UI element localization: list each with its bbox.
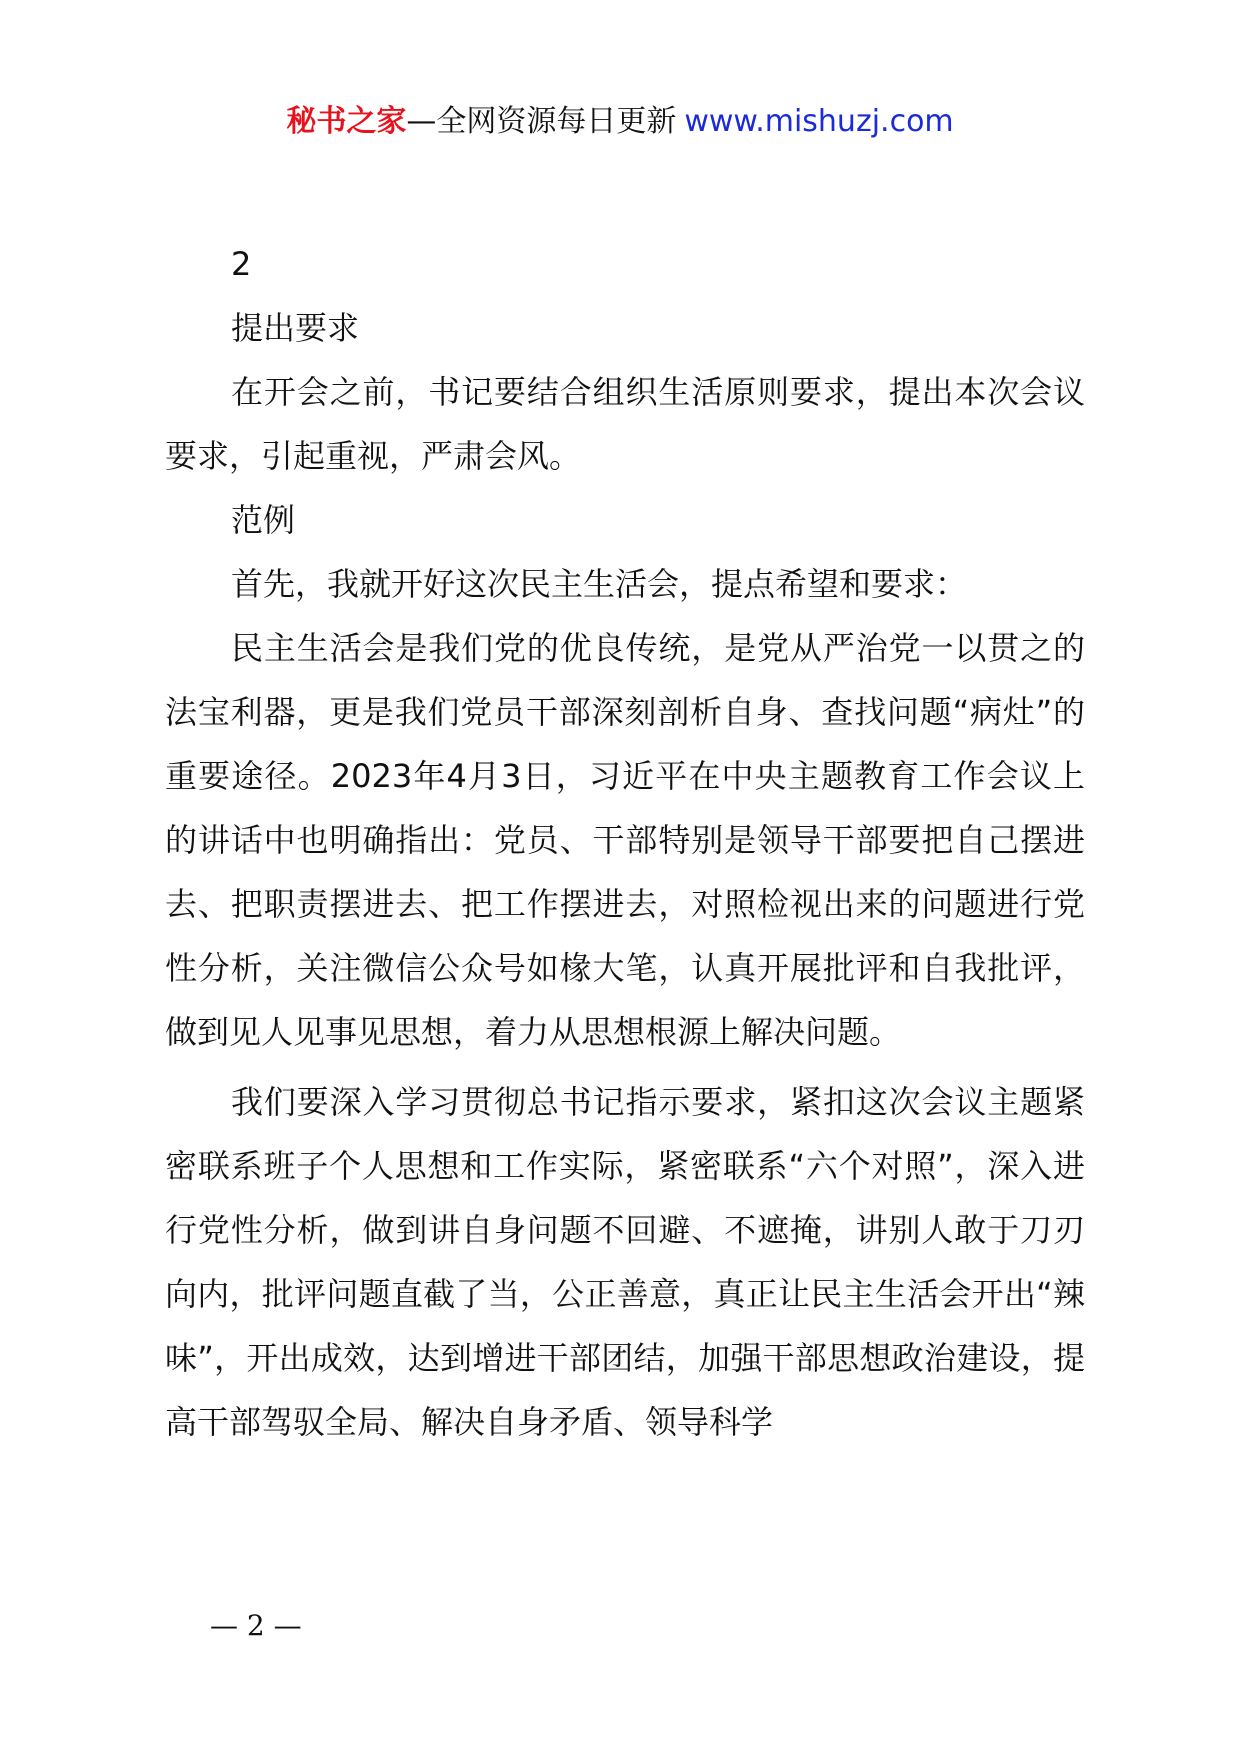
body-paragraph: 我们要深入学习贯彻总书记指示要求，紧扣这次会议主题紧密联系班子个人思想和工作实际，紧密联系“六个对照”，深入进行党性分析，做到讲自身问题不回避、不遮掩，讲别人敢于刀刃向内，批评问题直截了当，公正善意，真正让民主生活会开出“辣味”，开出成效，达到增进干部团结，加强干部思想政治建设，提高干部驾驭全局、解决自身矛盾、领导科学 [165,1083,1085,1441]
section-number: 2 [231,245,252,283]
section-title: 提出要求 [231,309,360,347]
page-number: — 2 — [210,1609,302,1642]
body-paragraph: 首先，我就开好这次民主生活会，提点希望和要求： [231,565,968,603]
site-url-link[interactable]: www.mishuzj.com [684,104,954,139]
site-slogan: —全网资源每日更新 [406,104,677,139]
example-label: 范例 [231,501,296,539]
document-body [165,232,1085,1454]
site-brand: 秘书之家 [286,104,407,139]
intro-paragraph: 在开会之前，书记要结合组织生活原则要求，提出本次会议要求，引起重视，严肃会风。 [165,373,1085,475]
body-paragraph: 民主生活会是我们党的优良传统，是党从严治党一以贯之的法宝利器，更是我们党员干部深刻剖析自身、查找问题“病灶”的重要途径。2023年4月3日，习近平在中央主题教育工作会议上的讲话中也明确指出：党员、干部特别是领导干部要把自己摆进去、把职责摆进去、把工作摆进去，对照检视出来的问题进行党性分析，关注微信公众号如椽大笔，认真开展批评和自我批评，做到见人见事见思想，着力从思想根源上解决问题。 [165,629,1085,1051]
page-header [0,100,1240,144]
